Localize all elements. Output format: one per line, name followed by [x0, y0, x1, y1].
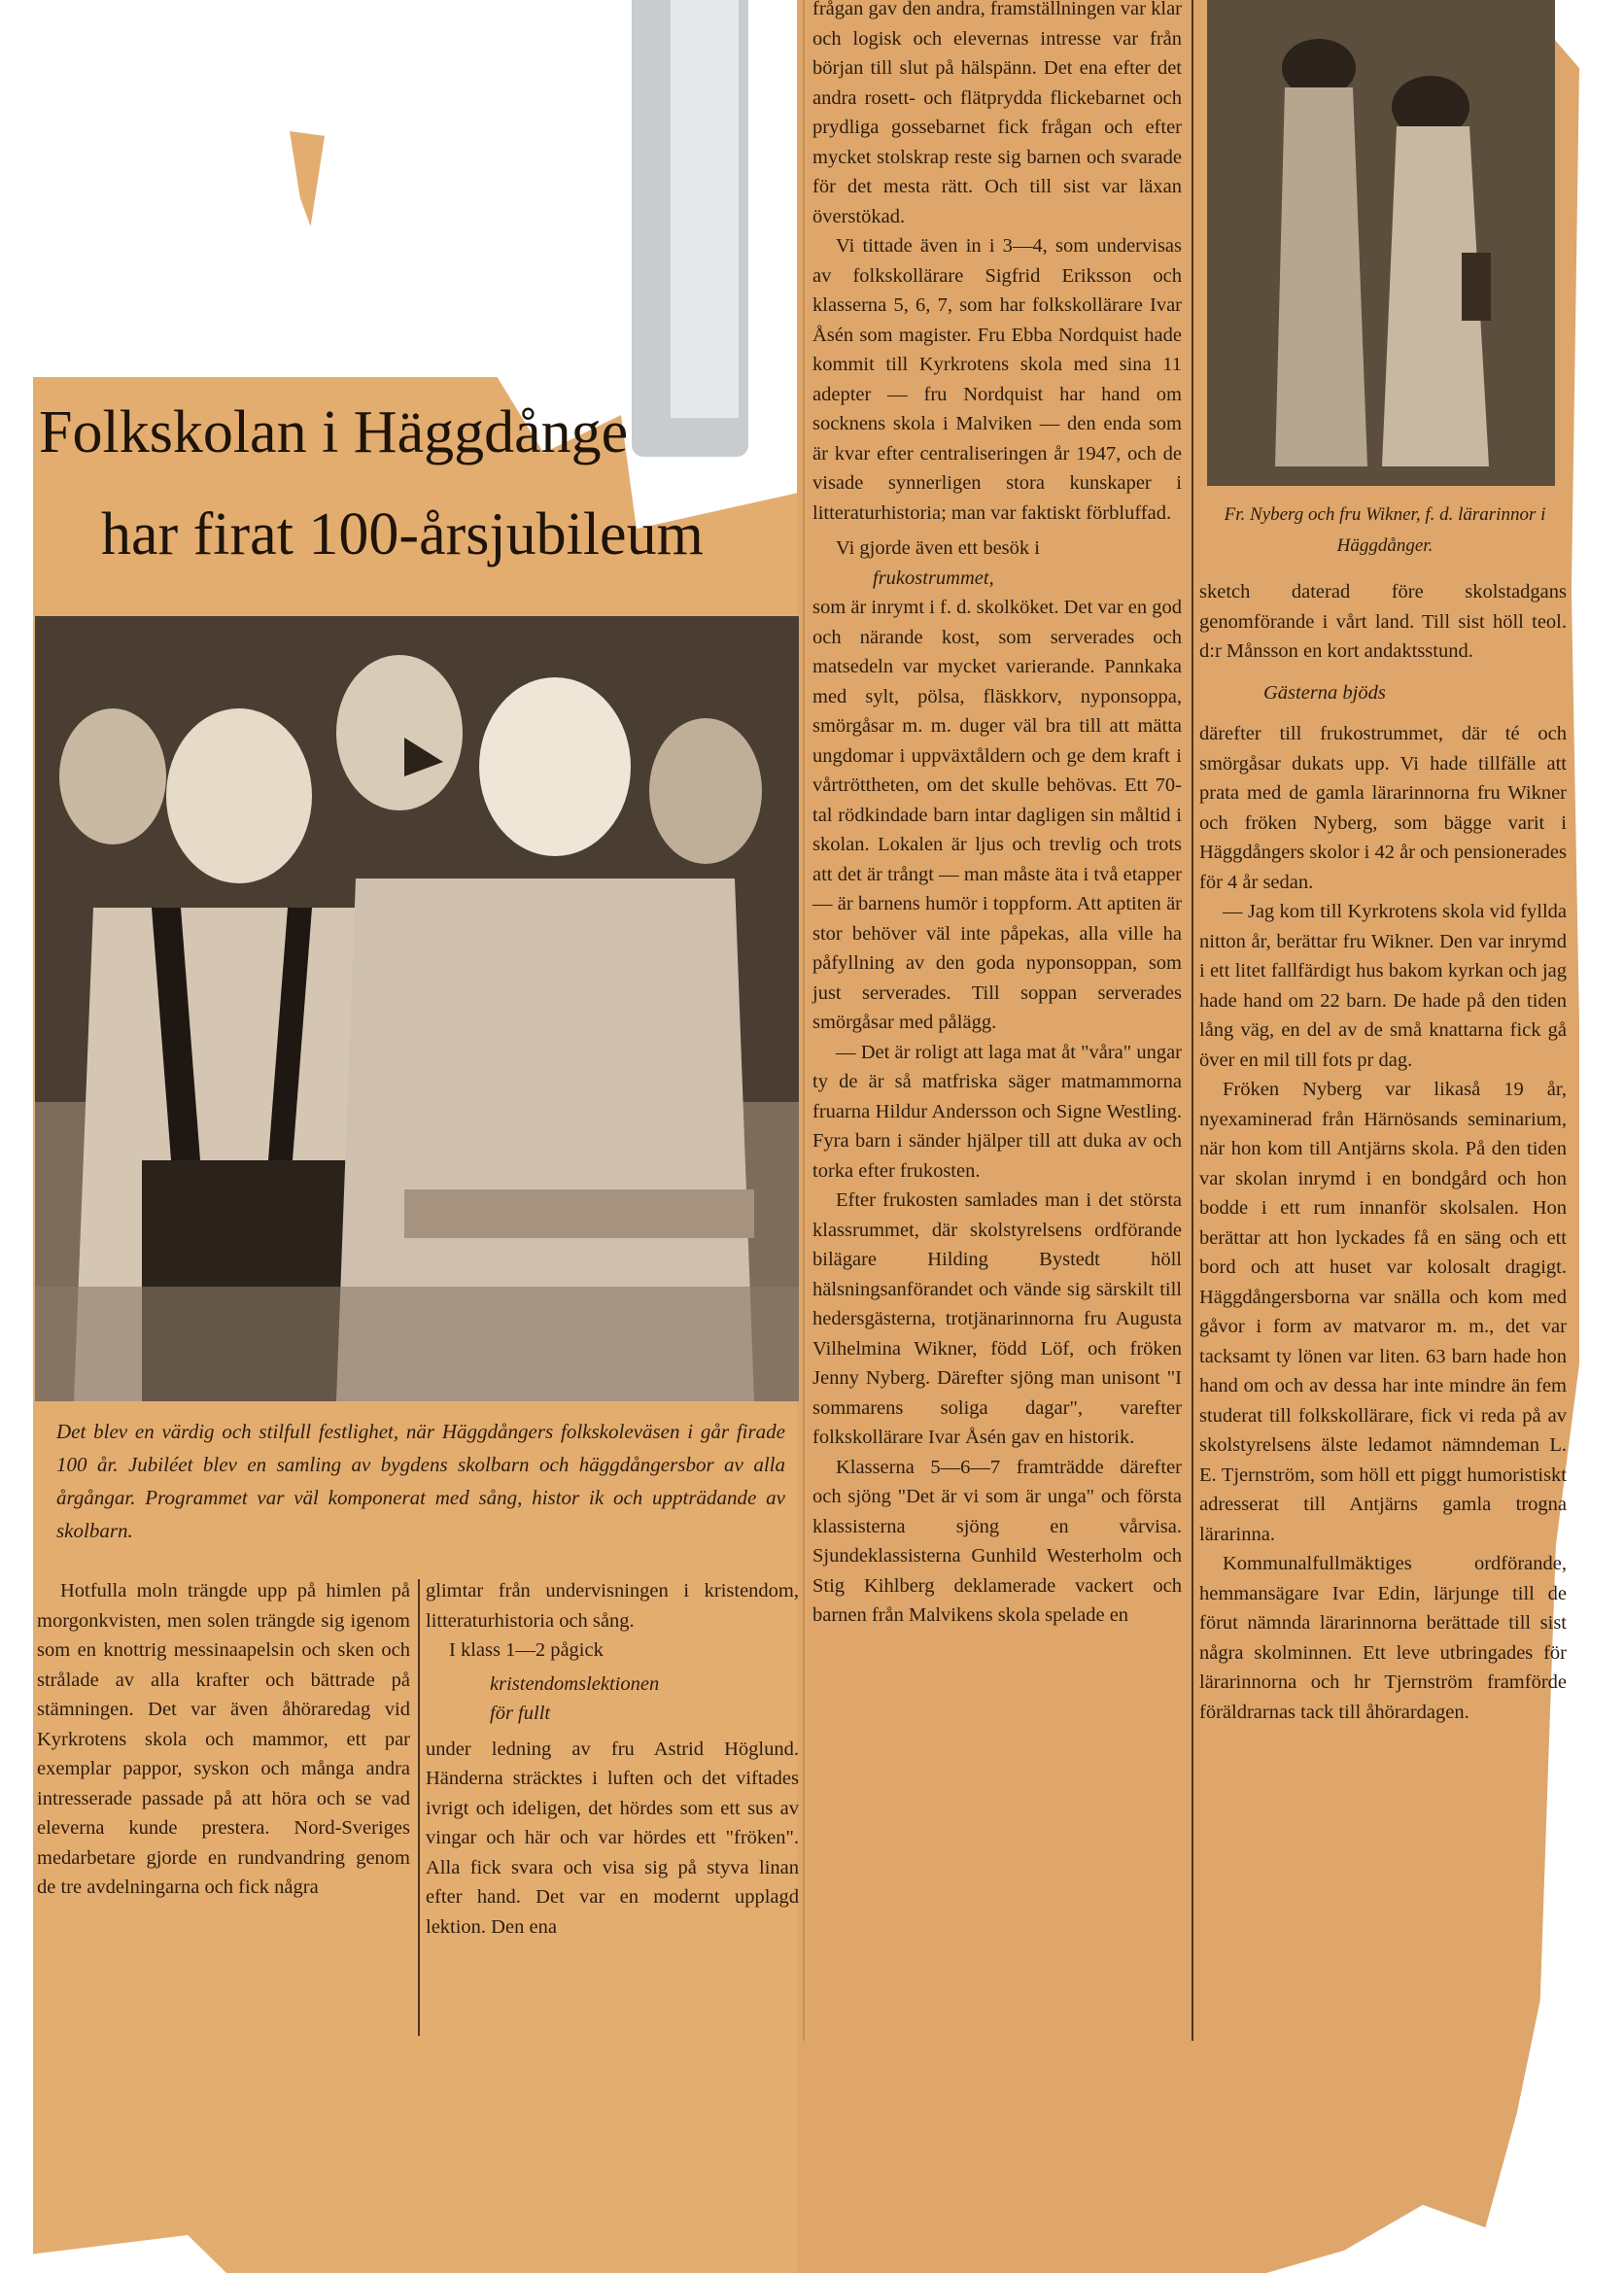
- col3-paragraph-7: Klasserna 5—6—7 framträdde därefter och sjöng "Det är vi som är unga" och första klassisterna sjöng en vårvisa. Sjundeklassisterna Gunhild Westerholm och Stig Kihlberg deklamerade vackert och barnen från Malvikens skola spelade en: [812, 1456, 1182, 1626]
- teachers-photo-caption: Fr. Nyberg och fru Wikner, f. d. lärarinnor i Häggdånger.: [1224, 504, 1546, 556]
- article-column-4: [1199, 577, 1567, 1727]
- headline-line-1: Folkskolan i Häggdånge: [39, 399, 629, 465]
- column-divider: [418, 1579, 420, 2036]
- article-column-2: [426, 1576, 799, 1942]
- col3-paragraph-2: Vi tittade även in i 3—4, som undervisas av folkskollärare Sigfrid Eriksson och klasserna 5, 6, 7, som har folkskollärare Ivar Åsén som magister. Fru Ebba Nordquist hade kommit till Kyrkrotens skola med sina 11 adepter — fru Nordquist har hand om socknens skola i Malviken — den enda som är kvar efter centraliseringen år 1947, och de visade synnerligen stora kunskaper i litteraturhistoria; man var faktiskt förbluffad.: [812, 235, 1182, 524]
- col4-paragraph-4: Fröken Nyberg var likaså 19 år, nyexaminerad från Härnösands seminarium, när hon kom till Antjärns skola. På den tiden var skolan inrymd i en bondgård och hon bodde i ett rum innanför skolsalen. Hon berättar att hon lyckades få en säng och ett bord och att huset var kolosalt dragigt. Häggdångersborna var snälla och kom med gåvor i form av matvaror m. m., det var tacksamt ty lönen var liten. 63 barn hade hon hand om och av dessa har inte mindre än fem studerat till folkskollärare, fick vi reda på av skolstyrelsens älste ledamot nämndeman L. E. Tjernström, som höll ett piggt humoristiskt adresserat till Antjärns gamla trogna lärarinna.: [1199, 1079, 1567, 1545]
- col4-paragraph-2: därefter till frukostrummet, där té och smörgåsar dukats upp. Vi hade tillfälle att prata med de gamla lärarinnorna fru Wikner och fröken Nyberg, som bägge varit i Häggdångers skolor i 42 år och pensionerades för 4 år sedan.: [1199, 723, 1567, 893]
- column-divider: [803, 0, 805, 2041]
- col4-paragraph-5: Kommunalfullmäktiges ordförande, hemmansägare Ivar Edin, lärjunge till de förut nämnda lärarinnorna berättade till sist några skolminnen. Ett leve utbringades för lärarinnorna och hr Tjernström framförde föräldrarnas tack till åhörardagen.: [1199, 1553, 1567, 1723]
- article-column-3: [812, 0, 1182, 1631]
- col2-subhead-1: kristendomslektionen: [490, 1672, 660, 1695]
- children-singing-photo: [35, 616, 799, 1401]
- col2-paragraph-1: glimtar från undervisningen i kristendom, litteraturhistoria och sång.: [426, 1580, 799, 1632]
- col3-paragraph-1: frågan gav den andra, framställningen var klar och logisk och elevernas intresse var från början till slut på hälspänn. Det ena efter det andra rosett- och flätprydda flickebarnet och prydliga gossebarnet fick frågan och efter mycket stolskrap reste sig barnen och svarade för det mesta rätt. Och till sist var läxan överstökad.: [812, 0, 1182, 227]
- teachers-photo: [1207, 0, 1555, 486]
- col3-paragraph-4: som är inrymt i f. d. skolköket. Det var en god och närande kost, som serverades och matsedeln var mycket varierande. Pannkaka med sylt, pölsa, fläskkorv, nyponsoppa, smörgåsar m. m. duger väl bra till att mätta ungdomar i uppväxtåldern och ge dem kraft i vårtröttheten, om det skulle behövas. Ett 70-tal rödkindade barn intar dagligen sin måltid i skolan. Lokalen är ljus och trevlig och trots att det är trångt — man måste äta i två etapper — är barnens humör i toppform. Att aptiten är stor behöver väl inte påpekas, alla ville ha påfyllning av den goda nyponsoppan, som just serverades. Till soppan serverades smörgåsar med pålägg.: [812, 597, 1182, 1033]
- col2-paragraph-2: I klass 1—2 pågick: [449, 1639, 604, 1661]
- clip-holder-inner: [671, 0, 739, 418]
- paper-scrap: [290, 131, 325, 226]
- col1-paragraph: Hotfulla moln trängde upp på himlen på morgonkvisten, men solen trängde sig igenom som en knottrig messinaapelsin och sken och strålade av alla krafter och bättrade på stämningen. Det var även åhöraredag vid Kyrkrotens skola och mammor, ett par exemplar pappor, syskon och många andra intresserade passade på att höra och se vad eleverna kunde prestera. Nord-Sveriges medarbetare gjorde en rundvandring genom de tre avdelningarna och fick några: [37, 1580, 410, 1898]
- photo-illustration: [35, 616, 799, 1401]
- headline-line-2: har firat 100-årsjubileum: [101, 501, 704, 568]
- article-column-1: [37, 1576, 410, 1903]
- col2-subhead-2: för fullt: [490, 1703, 551, 1724]
- col3-paragraph-5: — Det är roligt att laga mat åt "våra" ungar ty de är så matfriska säger matmammorna fruarna Hildur Andersson och Signe Westling. Fyra barn i sänder hjälper till att duka av och torka efter frukosten.: [812, 1041, 1182, 1182]
- col4-paragraph-1: sketch daterad före skolstadgans genomförande i vårt land. Till sist höll teol. d:r Månsson en kort andaktsstund.: [1199, 581, 1567, 662]
- photo-caption: Det blev en värdig och stilfull festlighet, när Häggdångers folkskoleväsen i går firade 100 år. Jubiléet blev en samling av bygdens skolbarn och häggdångersbor av alla årgångar. Programmet var väl komponerat med sång, histor ik och uppträdande av skolbarn.: [56, 1420, 785, 1542]
- col3-paragraph-3: Vi gjorde även ett besök i: [836, 537, 1040, 559]
- col4-paragraph-3: — Jag kom till Kyrkrotens skola vid fyllda nitton år, berättar fru Wikner. Den var inrymd i ett litet fallfärdigt hus bakom kyrkan och jag hade hand om 22 barn. De hade på den tiden lång väg, en del av de små knattarna fick gå över en mil till fots pr dag.: [1199, 901, 1567, 1071]
- column-divider: [1192, 0, 1193, 2041]
- teachers-illustration: [1207, 0, 1555, 486]
- col4-subhead: Gästerna bjöds: [1263, 681, 1386, 704]
- col3-subhead: frukostrummet,: [873, 567, 994, 589]
- col2-paragraph-3: under ledning av fru Astrid Höglund. Händerna sträcktes i luften och det viftades ivrigt och ideligen, det hördes som ett sus av vingar och här och var hördes ett "fröken". Alla fick svara och visa sig på styva linan efter hand. Det var en modernt upplagd lektion. Den ena: [426, 1738, 799, 1938]
- col3-paragraph-6: Efter frukosten samlades man i det största klassrummet, där skolstyrelsens ordförande bilägare Hilding Bystedt höll hälsningsanförandet och vände sig särskilt till hedersgästerna, trotjänarinnorna fru Augusta Vilhelmina Wikner, född Löf, och fröken Jenny Nyberg. Därefter sjöng man unisont "I sommarens soliga dagar", varefter folkskollärare Ivar Åsén gav en historik.: [812, 1189, 1182, 1448]
